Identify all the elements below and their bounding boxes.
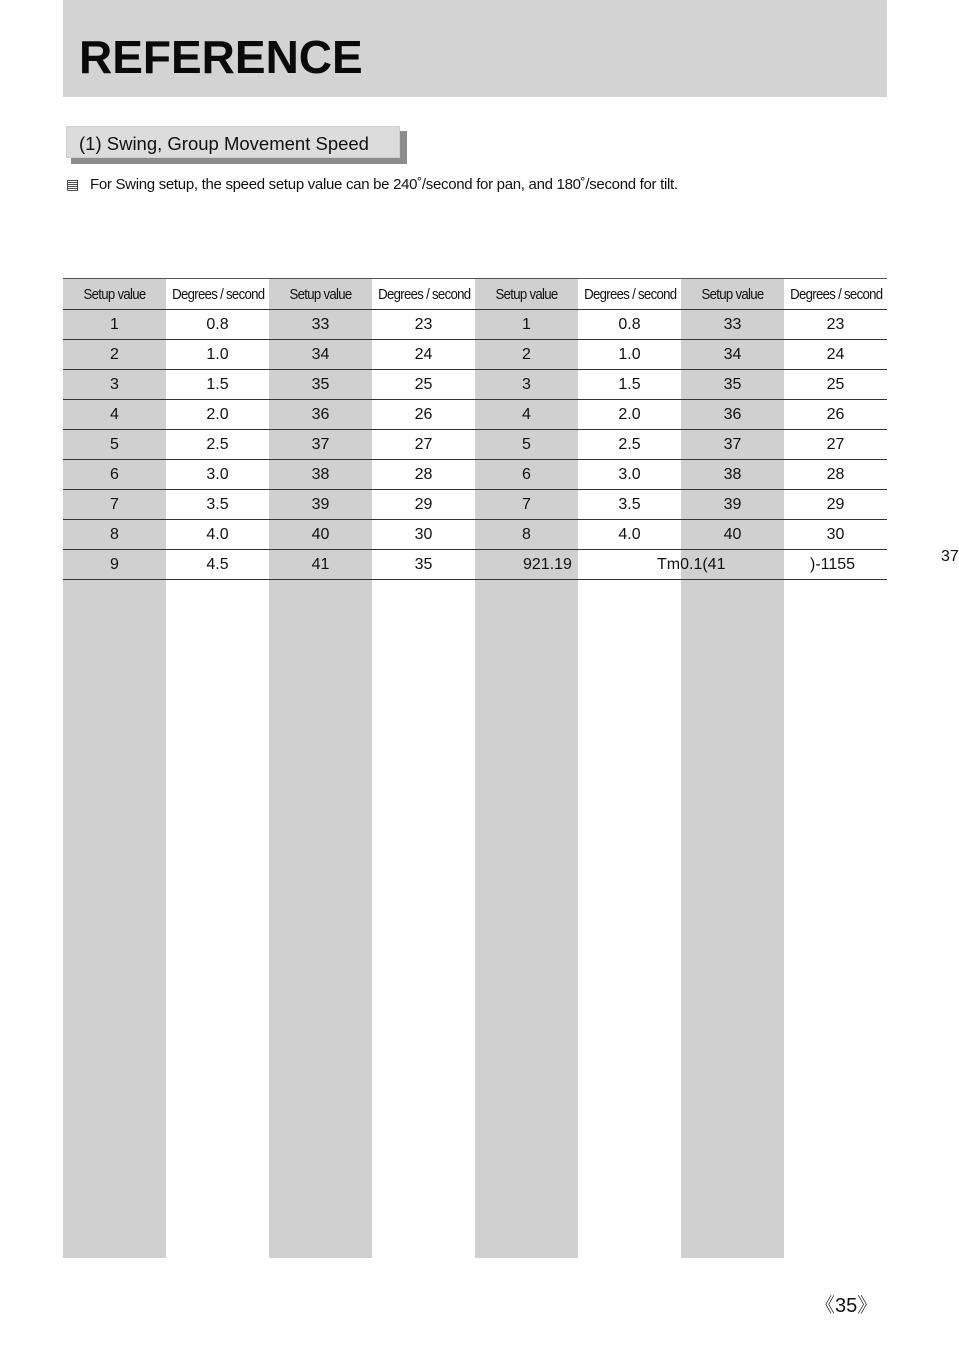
table-cell: 4 — [110, 405, 119, 423]
table-cell: 26 — [826, 405, 845, 423]
table-cell: 40 — [723, 525, 742, 543]
table-cell: 2.0 — [618, 405, 641, 423]
swing-note — [66, 176, 678, 193]
list-box-icon: ▤ — [66, 176, 79, 192]
table-cell: 1 — [110, 315, 119, 333]
column-header: Setup value — [495, 285, 558, 303]
table-cell: 9 — [110, 555, 119, 573]
page-title: REFERENCE — [79, 31, 363, 83]
table-row — [63, 520, 887, 550]
table-cell: 24 — [414, 345, 433, 363]
table-cell: 1.5 — [618, 375, 641, 393]
table-cell: 1.0 — [206, 345, 229, 363]
table-row — [63, 490, 887, 520]
table-cell: 3.5 — [206, 495, 229, 513]
section-title-box — [66, 126, 400, 158]
column-header: Setup value — [83, 285, 146, 303]
table-cell: 2 — [110, 345, 119, 363]
table-cell: 38 — [723, 465, 742, 483]
table-cell: 3.0 — [618, 465, 641, 483]
table-cell: 2.5 — [618, 435, 641, 453]
section-title: (1) Swing, Group Movement Speed — [79, 133, 369, 154]
table-row — [63, 430, 887, 460]
table-cell: 39 — [311, 495, 330, 513]
table-cell: 23 — [414, 315, 433, 333]
table-cell: )-1155 — [810, 555, 856, 573]
overflow-text: 37 — [941, 548, 959, 565]
table-cell: 1.5 — [206, 375, 229, 393]
table-cell: 25 — [414, 375, 433, 393]
table-cell: 41 — [311, 555, 330, 573]
table-cell: 37 — [311, 435, 330, 453]
table-cell: 25 — [826, 375, 845, 393]
speed-table — [63, 278, 887, 580]
table-cell: 34 — [723, 345, 742, 363]
table-cell: 35 — [311, 375, 330, 393]
table-cell: 23 — [826, 315, 845, 333]
table-cell: 4.5 — [206, 555, 229, 573]
table-cell: 8 — [522, 525, 531, 543]
page-number: 《35》 — [815, 1295, 878, 1317]
swing-note-text: For Swing setup, the speed setup value can be 240˚/second for pan, and 180˚/second for tilt. — [90, 176, 678, 193]
table-cell: 8 — [110, 525, 119, 543]
column-header: Setup value — [701, 285, 764, 303]
table-cell: 4 — [522, 405, 531, 423]
table-cell: 6 — [110, 465, 119, 483]
table-cell: 3 — [110, 375, 119, 393]
table-cell: 37 — [723, 435, 742, 453]
table-cell: 26 — [414, 405, 433, 423]
table-cell: 30 — [826, 525, 845, 543]
table-row — [63, 310, 887, 340]
table-cell: 4.0 — [206, 525, 229, 543]
table-cell: 7 — [110, 495, 119, 513]
column-header: Degrees / second — [790, 285, 883, 303]
table-cell: 36 — [723, 405, 742, 423]
table-cell: 38 — [311, 465, 330, 483]
table-cell: 3 — [522, 375, 531, 393]
table-cell: 5 — [110, 435, 119, 453]
table-cell: 28 — [414, 465, 433, 483]
table-row — [63, 460, 887, 490]
table-cell: 29 — [826, 495, 845, 513]
table-cell: 0.8 — [206, 315, 229, 333]
table-cell: 3.0 — [206, 465, 229, 483]
table-cell: 33 — [311, 315, 330, 333]
column-header: Degrees / second — [172, 285, 265, 303]
table-row — [63, 400, 887, 430]
table-cell: 5 — [522, 435, 531, 453]
table-cell: 1 — [522, 315, 531, 333]
table-cell: 27 — [414, 435, 433, 453]
table-cell: 39 — [723, 495, 742, 513]
table-cell: 2.0 — [206, 405, 229, 423]
table-cell: 0.8 — [618, 315, 641, 333]
column-header: Degrees / second — [584, 285, 677, 303]
table-cell: 40 — [311, 525, 330, 543]
table-cell: 35 — [414, 555, 433, 573]
table-cell: 34 — [311, 345, 330, 363]
table-cell: 29 — [414, 495, 433, 513]
table-cell: 24 — [826, 345, 845, 363]
table-cell: 2.5 — [206, 435, 229, 453]
table-cell: 921.19 — [523, 555, 572, 573]
table-cell: 27 — [826, 435, 845, 453]
column-header: Degrees / second — [378, 285, 471, 303]
table-cell: 7 — [522, 495, 531, 513]
table-header-row — [63, 279, 887, 310]
table-cell: 33 — [723, 315, 742, 333]
table-row — [63, 340, 887, 370]
table-row — [63, 550, 887, 580]
table-row — [63, 370, 887, 400]
table-cell: 36 — [311, 405, 330, 423]
table-cell: 2 — [522, 345, 531, 363]
table-cell: 3.5 — [618, 495, 641, 513]
table-cell: Tm0.1(41 — [657, 555, 726, 573]
table-cell: 35 — [723, 375, 742, 393]
table-cell: 30 — [414, 525, 433, 543]
column-header: Setup value — [289, 285, 352, 303]
table-cell: 28 — [826, 465, 845, 483]
table-cell: 4.0 — [618, 525, 641, 543]
table-cell: 1.0 — [618, 345, 641, 363]
table-cell: 6 — [522, 465, 531, 483]
